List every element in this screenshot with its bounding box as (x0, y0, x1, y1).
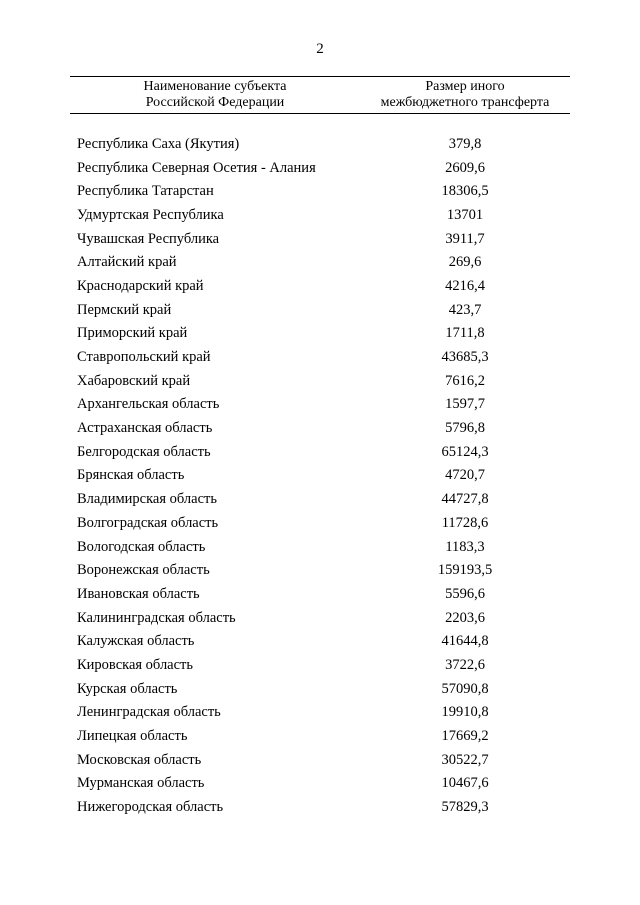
header-subject-name-line1: Наименование субъекта (143, 79, 287, 94)
header-subject-name (70, 79, 360, 113)
transfer-amount-cell: 7616,2 (445, 372, 485, 389)
transfer-amount-cell: 269,6 (448, 254, 482, 271)
subject-name-cell: Ленинградская область (77, 704, 221, 721)
table-header (70, 77, 570, 113)
subject-name-cell: Брянская область (77, 467, 185, 484)
transfer-amount-cell: 65124,3 (441, 443, 489, 460)
table-row (70, 416, 570, 440)
subject-name-cell: Приморский край (77, 325, 188, 342)
transfer-amount-cell: 4720,7 (445, 467, 485, 484)
table-row (70, 677, 570, 701)
table-row (70, 179, 570, 203)
table-row (70, 203, 570, 227)
table-row (70, 274, 570, 298)
subject-name-cell: Республика Саха (Якутия) (77, 135, 240, 152)
subject-name-cell: Ивановская область (77, 585, 200, 602)
subject-name-cell: Архангельская область (77, 396, 220, 413)
table-row (70, 440, 570, 464)
subject-name-cell: Калининградская область (77, 609, 236, 626)
transfer-amount-cell: 1711,8 (445, 325, 485, 342)
table-row (70, 393, 570, 417)
transfer-amount-cell: 423,7 (448, 301, 482, 318)
header-subject-name-line2: Российской Федерации (145, 95, 285, 110)
transfer-amount-cell: 44727,8 (441, 491, 489, 508)
table-row (70, 345, 570, 369)
table-row (70, 606, 570, 630)
table-row (70, 558, 570, 582)
subject-name-cell: Курская область (77, 680, 178, 697)
transfer-amount-cell: 3722,6 (445, 656, 485, 673)
transfer-amount-cell: 5596,6 (445, 585, 485, 602)
page-number: 2 (316, 41, 324, 57)
transfer-amount-cell: 11728,6 (441, 514, 489, 531)
table-row (70, 772, 570, 796)
table-row (70, 795, 570, 819)
subject-name-cell: Ставропольский край (77, 349, 211, 366)
transfer-amount-cell: 5796,8 (445, 420, 485, 437)
transfer-amount-cell: 1597,7 (445, 396, 485, 413)
subject-name-cell: Вологодская область (77, 538, 206, 555)
subject-name-cell: Калужская область (77, 633, 195, 650)
transfer-amount-cell: 17669,2 (441, 728, 489, 745)
table-body (70, 132, 570, 819)
transfer-amount-cell: 159193,5 (437, 562, 493, 579)
transfer-table (70, 76, 570, 819)
transfer-amount-cell: 18306,5 (441, 183, 489, 200)
table-row (70, 629, 570, 653)
header-transfer-amount (360, 79, 570, 113)
subject-name-cell: Владимирская область (77, 491, 217, 508)
table-row (70, 298, 570, 322)
subject-name-cell: Московская область (77, 751, 202, 768)
table-row (70, 724, 570, 748)
table-row (70, 653, 570, 677)
subject-name-cell: Республика Татарстан (77, 183, 214, 200)
transfer-amount-cell: 3911,7 (445, 230, 485, 247)
subject-name-cell: Республика Северная Осетия - Алания (77, 159, 316, 176)
transfer-amount-cell: 4216,4 (445, 277, 485, 294)
transfer-amount-cell: 30522,7 (441, 751, 489, 768)
subject-name-cell: Астраханская область (77, 420, 213, 437)
table-row (70, 701, 570, 725)
table-row (70, 156, 570, 180)
table-row (70, 535, 570, 559)
subject-name-cell: Липецкая область (77, 728, 188, 745)
transfer-amount-cell: 379,8 (448, 135, 482, 152)
subject-name-cell: Нижегородская область (77, 799, 224, 816)
transfer-amount-cell: 19910,8 (441, 704, 489, 721)
table-row (70, 487, 570, 511)
subject-name-cell: Алтайский край (77, 254, 177, 271)
table-row (70, 511, 570, 535)
subject-name-cell: Воронежская область (77, 562, 210, 579)
subject-name-cell: Хабаровский край (77, 372, 191, 389)
subject-name-cell: Пермский край (77, 301, 172, 318)
transfer-amount-cell: 2609,6 (445, 159, 485, 176)
transfer-amount-cell: 57090,8 (441, 680, 489, 697)
transfer-amount-cell: 41644,8 (441, 633, 489, 650)
header-transfer-amount-line1: Размер иного (425, 79, 505, 94)
table-row (70, 227, 570, 251)
subject-name-cell: Кировская область (77, 656, 194, 673)
header-transfer-amount-line2: межбюджетного трансферта (380, 95, 550, 110)
table-row (70, 464, 570, 488)
transfer-amount-cell: 57829,3 (441, 799, 489, 816)
subject-name-cell: Краснодарский край (77, 277, 204, 294)
table-row (70, 748, 570, 772)
table-row (70, 582, 570, 606)
subject-name-cell: Удмуртская Республика (77, 206, 224, 223)
subject-name-cell: Волгоградская область (77, 514, 219, 531)
transfer-amount-cell: 1183,3 (445, 538, 485, 555)
transfer-amount-cell: 2203,6 (445, 609, 485, 626)
transfer-amount-cell: 10467,6 (441, 775, 489, 792)
table-row (70, 132, 570, 156)
subject-name-cell: Чувашская Республика (77, 230, 220, 247)
transfer-amount-cell: 43685,3 (441, 349, 489, 366)
subject-name-cell: Мурманская область (77, 775, 205, 792)
table-header-rule (70, 113, 570, 114)
transfer-amount-cell: 13701 (446, 206, 484, 223)
table-row (70, 250, 570, 274)
subject-name-cell: Белгородская область (77, 443, 211, 460)
table-row (70, 369, 570, 393)
table-row (70, 322, 570, 346)
